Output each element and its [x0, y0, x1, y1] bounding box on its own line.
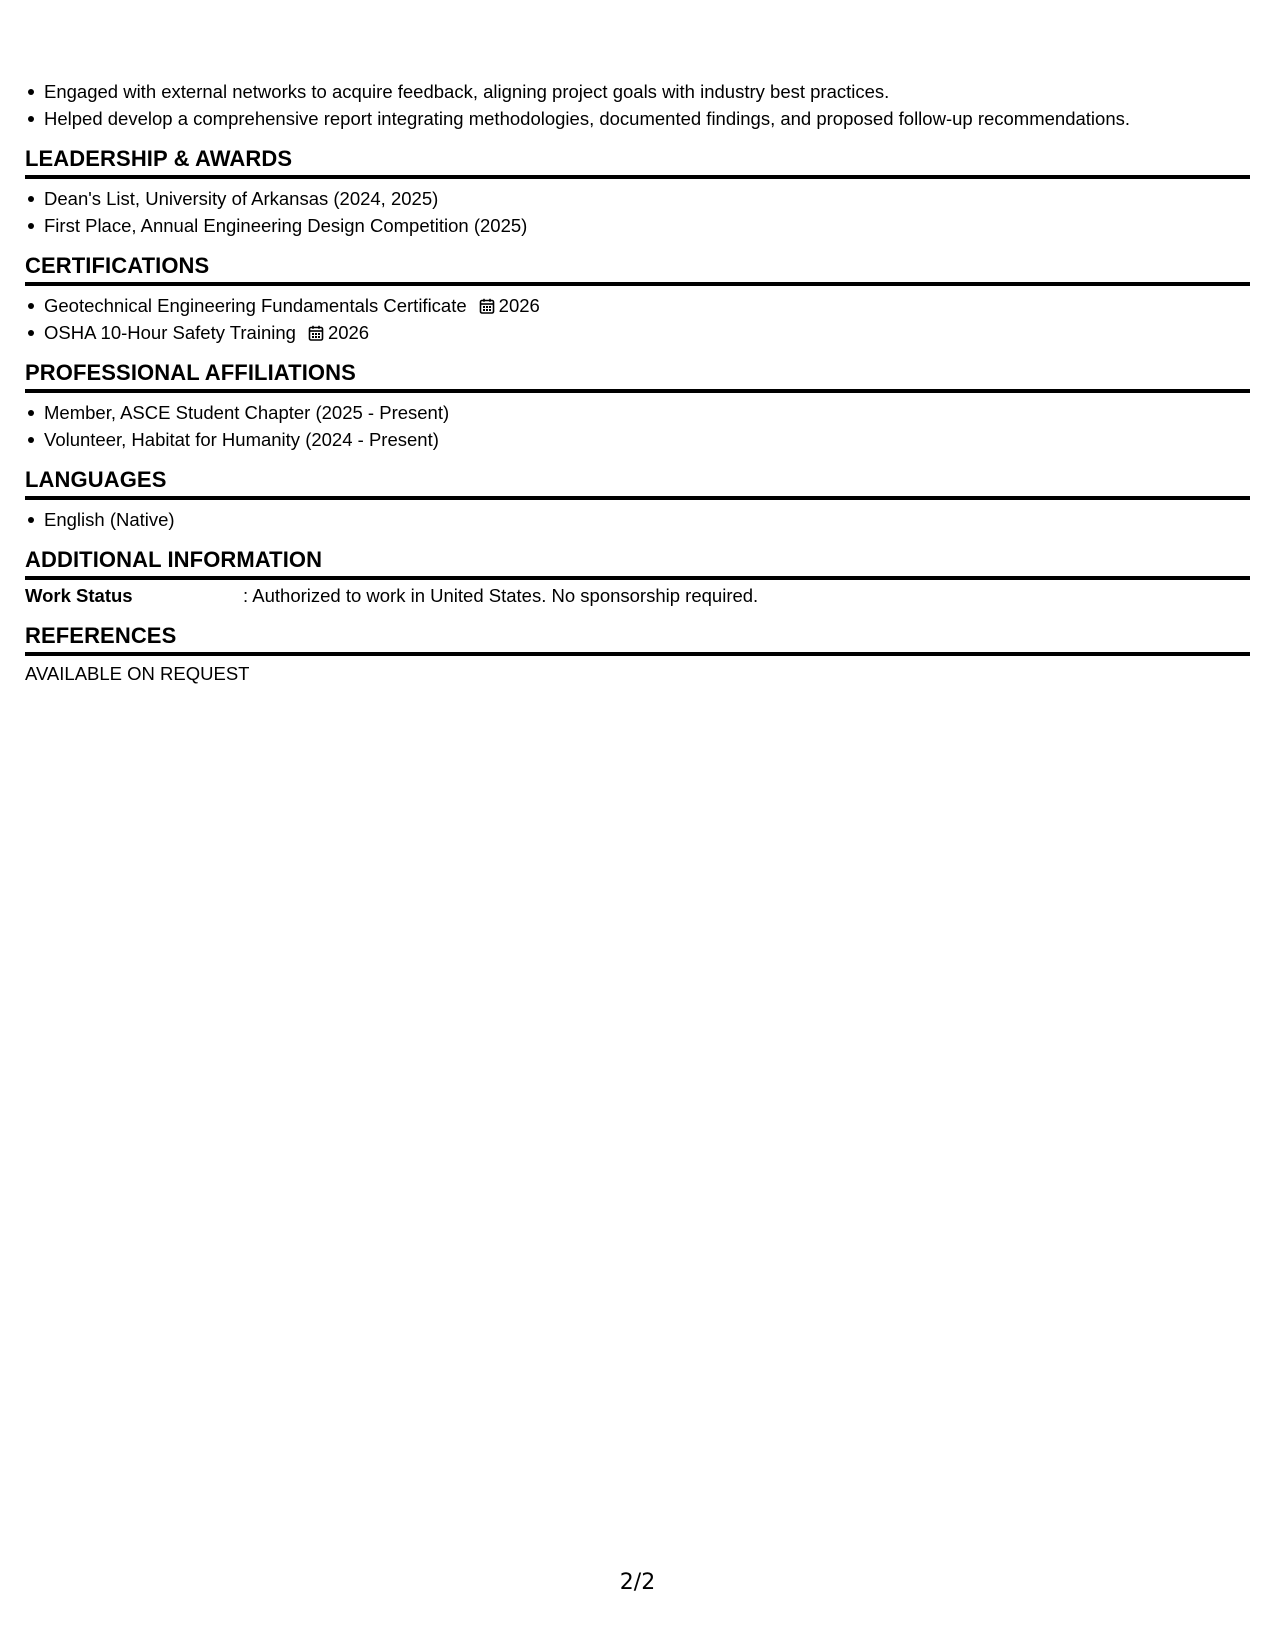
additional-info-section: [25, 547, 1250, 609]
section-title: PROFESSIONAL AFFILIATIONS: [25, 360, 1250, 393]
certification-year: 2026: [327, 322, 370, 343]
certification-name: OSHA 10-Hour Safety Training: [44, 322, 296, 343]
calendar-icon: [479, 298, 495, 314]
resume-content: [25, 78, 1250, 687]
list-item: Dean's List, University of Arkansas (2024, 2025): [25, 185, 1250, 212]
leadership-list: [25, 185, 1250, 239]
section-title: REFERENCES: [25, 623, 1250, 656]
certifications-list: [25, 292, 1250, 346]
list-item: Engaged with external networks to acquire feedback, aligning project goals with industry best practices.: [25, 78, 1250, 105]
languages-list: [25, 506, 1250, 533]
certifications-section: [25, 253, 1250, 346]
work-status-value: : Authorized to work in United States. No sponsorship required.: [243, 585, 759, 606]
references-section: [25, 623, 1250, 687]
leadership-section: [25, 146, 1250, 239]
section-title: LEADERSHIP & AWARDS: [25, 146, 1250, 179]
section-title: CERTIFICATIONS: [25, 253, 1250, 286]
list-item: Member, ASCE Student Chapter (2025 - Present): [25, 399, 1250, 426]
list-item: [25, 319, 1250, 346]
page-number: 2/2: [619, 1570, 656, 1595]
list-item: [25, 292, 1250, 319]
list-item: First Place, Annual Engineering Design Competition (2025): [25, 212, 1250, 239]
list-item: Volunteer, Habitat for Humanity (2024 - Present): [25, 426, 1250, 453]
experience-carryover-list: [25, 78, 1250, 132]
affiliations-list: [25, 399, 1250, 453]
list-item: Helped develop a comprehensive report integrating methodologies, documented findings, and proposed follow-up recommendations.: [25, 105, 1250, 132]
list-item: English (Native): [25, 506, 1250, 533]
certification-year: 2026: [498, 295, 540, 316]
section-title: ADDITIONAL INFORMATION: [25, 547, 1250, 580]
certification-name: Geotechnical Engineering Fundamentals Certificate: [44, 295, 467, 316]
work-status-label: Work Status: [25, 585, 133, 606]
work-status-row: [25, 580, 1250, 609]
section-title: LANGUAGES: [25, 467, 1250, 500]
languages-section: [25, 467, 1250, 533]
affiliations-section: [25, 360, 1250, 453]
references-text: AVAILABLE ON REQUEST: [25, 663, 250, 684]
calendar-icon: [308, 325, 324, 341]
